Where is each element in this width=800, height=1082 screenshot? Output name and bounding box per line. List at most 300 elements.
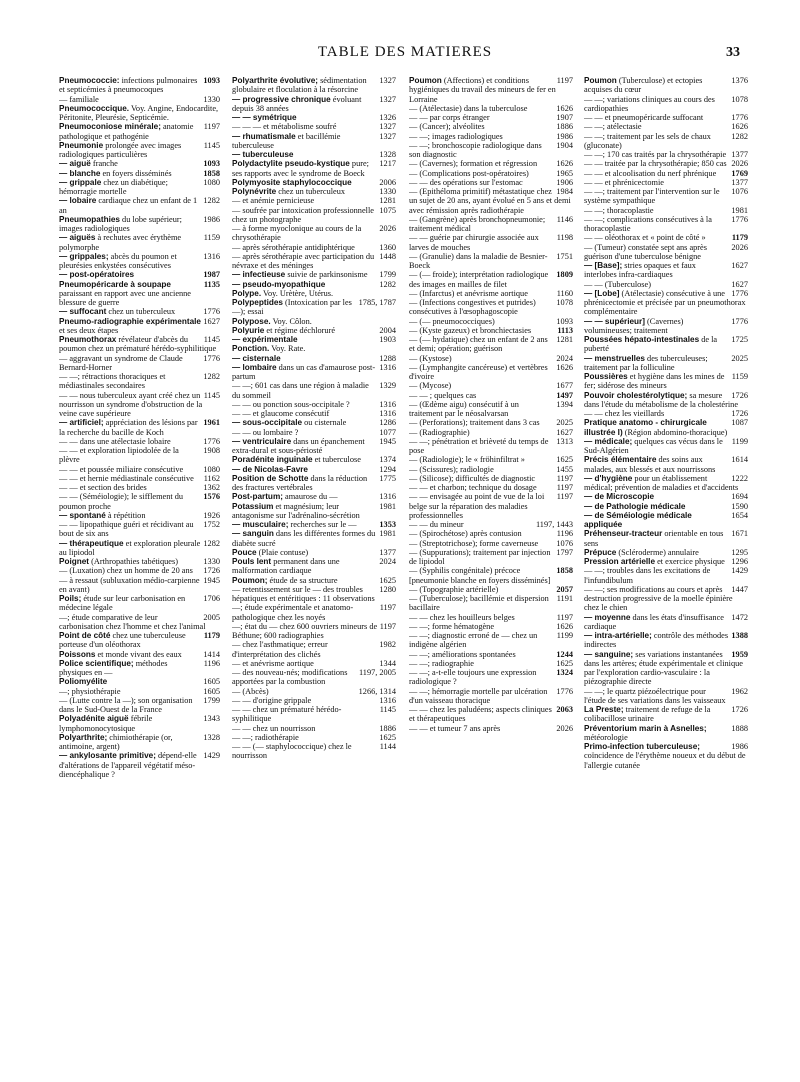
page-reference: 1797 — [556, 547, 573, 557]
index-entry — [59, 335, 220, 354]
page-reference: 1726 — [731, 705, 748, 714]
entry-text: — — (— staphylococcique) chez le nourrisson — [232, 742, 352, 761]
index-entry — [584, 206, 748, 215]
entry-text: (Région abdomino-thoracique) — [622, 427, 728, 437]
index-entry — [59, 270, 220, 279]
entry-text: anatomie pathologique et pathogénie — [59, 122, 194, 141]
index-entry — [409, 363, 573, 382]
page-reference: 1654 — [731, 510, 748, 520]
index-entry — [409, 113, 573, 122]
entry-text: — et anévrisme aortique — [232, 658, 314, 668]
entry-text: — soufrée par intoxication professionnelle chez un photographe — [232, 205, 374, 224]
entry-heading: Préventorium marin à Asnelles; — [584, 723, 707, 733]
index-entry — [409, 668, 573, 687]
page-reference: 1313 — [556, 436, 573, 446]
entry-text: — à forme myoclonique au cours de la chrysothérapie — [232, 224, 362, 243]
entry-text: — (Spirochétose) après contusion — [409, 529, 522, 539]
index-entry — [59, 372, 220, 391]
index-entry — [232, 576, 396, 585]
entry-heading: — de Nicolas-Favre — [232, 464, 308, 474]
entry-heading: Préhenseur-tracteur — [584, 529, 663, 539]
page-reference: 2026 — [731, 242, 748, 252]
index-entry — [232, 224, 396, 243]
entry-text: fébrile lymphomonocytosique — [59, 714, 153, 733]
page-reference: 1627 — [556, 427, 573, 437]
entry-heading: Pneumococcie: — [59, 76, 120, 85]
entry-heading: — d'hygiène — [584, 473, 633, 483]
page-reference: 1809 — [556, 270, 573, 280]
index-entry — [59, 354, 220, 373]
page-reference: 1626 — [731, 122, 748, 132]
page-reference: 1776 — [203, 353, 220, 363]
entry-text: — (Œdème aigu) consécutif à un traitement par le néosalvarsan — [409, 399, 519, 418]
entry-heading: — suffocant — [59, 307, 107, 317]
page-reference: 1858 — [556, 566, 573, 576]
page-reference: 1799 — [203, 695, 220, 705]
index-entry — [232, 243, 396, 252]
page-reference: 2026 — [556, 723, 573, 733]
page-reference: 1429 — [731, 566, 748, 576]
entry-text: — —; traitement par l'intervention sur le système sympathique — [584, 187, 720, 206]
entry-text: — (Luxation) chez un homme de 20 ans — [59, 566, 193, 576]
entry-text: — — chez un nourrisson — [232, 723, 316, 733]
index-entry — [232, 76, 396, 95]
entry-heading: — post-opératoires — [59, 270, 135, 280]
page-reference: 1087 — [731, 418, 748, 428]
index-entry — [232, 696, 396, 705]
entry-text: — —; le quartz piézoélectrique pour l'étude de ses variations dans les vaisseaux — [584, 686, 726, 705]
entry-text: — — et hernie médiastinale consécutive — [59, 473, 194, 483]
page-reference: 1982 — [379, 640, 396, 650]
page-reference: 1316 — [379, 492, 396, 502]
entry-text: et exercice physique — [655, 557, 725, 566]
entry-text: — aggravant un syndrome de Claude Bernard-Horner — [59, 353, 183, 372]
entry-heading: — lombaire — [232, 362, 277, 372]
index-entry — [584, 122, 748, 131]
entry-text: — —; améliorations spontanées — [409, 649, 516, 659]
page-reference: 1776 — [203, 436, 220, 446]
entry-text: (Arthropathies tabétiques) — [89, 557, 178, 566]
entry-text: des tuberculeuses; traitement par la folliculine — [584, 353, 708, 372]
index-entry — [409, 622, 573, 631]
entry-text: quelques cas vécus dans le Sud-Algérien — [584, 436, 723, 455]
entry-text: étude sur leur carbonisation en médecine légale — [59, 594, 186, 613]
page-reference: 1222 — [731, 473, 748, 483]
index-entry — [409, 335, 573, 354]
page-reference: 1282 — [203, 196, 220, 206]
page-reference: 1388 — [731, 631, 748, 640]
index-entry — [584, 178, 748, 187]
page-reference: 1576 — [203, 492, 220, 502]
page-reference: 1776 — [731, 288, 748, 298]
page-reference: 2025 — [731, 353, 748, 363]
entry-text: — (Kystose) — [409, 353, 452, 363]
page-reference: 2063 — [556, 705, 573, 714]
entry-text: révélateur d'abcès du poumon chez un prématuré hérédo-syphilitique — [59, 335, 217, 354]
entry-text: — (Silicose); difficultés de diagnostic — [409, 473, 536, 483]
entry-text: (Cavernes) volumineuses; traitement — [584, 316, 684, 335]
index-entry — [232, 206, 396, 225]
index-entry — [232, 640, 396, 659]
index-entry — [59, 677, 220, 686]
entry-text: dans les différentes formes du diabète sucré — [232, 529, 376, 548]
page-reference: 1197 — [379, 621, 396, 631]
index-entry — [232, 335, 396, 344]
entry-text: — (— froide); interprétation radiologique des images en mailles de filet — [409, 270, 549, 289]
entry-text: — —; pénétration et brièveté du temps de pose — [409, 436, 549, 455]
entry-text: — — et phrénicectomie — [584, 177, 664, 187]
entry-text: amaurose du — — [282, 492, 338, 502]
entry-heading: Pratique anatomo - chirurgicale illustrée I) — [584, 418, 707, 437]
index-entry — [584, 150, 748, 159]
entry-text: — — chez les paludéens; aspects cliniques et thérapeutiques — [409, 705, 552, 724]
entry-text: coïncidence de l'érythème noueux et du début de l'allergie cutanée — [584, 751, 746, 770]
index-entry — [232, 344, 396, 353]
page-reference: 1280 — [379, 584, 396, 594]
entry-heading: Polydactylite pseudo-kystique — [232, 159, 350, 169]
page-reference: 1626 — [556, 362, 573, 372]
index-entry — [59, 178, 220, 197]
page-reference: 1981 — [379, 501, 396, 511]
page-reference: 1093 — [556, 316, 573, 326]
page-reference: 1626 — [556, 159, 573, 169]
index-entry — [232, 363, 396, 382]
index-entry — [232, 196, 396, 205]
entry-heading: — — symétrique — [232, 113, 297, 122]
entry-heading: — — supérieur] — [584, 316, 645, 326]
page-reference: 1726 — [203, 566, 220, 576]
entry-text: permanent dans une malformation cardiaque — [232, 557, 340, 576]
index-entry — [232, 465, 396, 474]
page-reference: 1903 — [379, 335, 396, 344]
entry-heading: Prépuce — [584, 547, 617, 557]
index-entry — [232, 178, 396, 187]
entry-heading: — artificiel; — [59, 418, 104, 428]
entry-heading: Poumon — [584, 76, 617, 85]
index-entry — [584, 187, 748, 206]
page-reference: 1984 — [556, 187, 573, 196]
page-reference: 1080 — [203, 177, 220, 187]
page-reference: 1627 — [731, 279, 748, 289]
entry-text: — (Scissures); radiologie — [409, 464, 494, 474]
index-entry — [584, 437, 748, 456]
index-entry — [59, 122, 220, 141]
page-reference: 1886 — [379, 723, 396, 733]
index-entry — [409, 159, 573, 168]
entry-heading: Pneumonie — [59, 140, 104, 150]
index-entry — [584, 289, 748, 317]
index-entry — [409, 76, 573, 104]
index-column-2 — [232, 76, 396, 1076]
index-entry — [59, 169, 220, 178]
entry-text: — —; radiothérapie — [232, 732, 299, 742]
page-reference: 1324 — [556, 668, 573, 677]
entry-text: — à ressaut (subluxation médio-carpienne en avant) — [59, 575, 200, 594]
index-entry — [584, 455, 748, 474]
entry-text: —; physiothérapie — [59, 686, 121, 696]
page-reference: 1160 — [556, 288, 573, 298]
entry-text: — —; variations cliniques au cours des cardiopathies — [584, 94, 715, 113]
index-entry — [409, 233, 573, 252]
entry-heading: — intra-artérielle; — [584, 631, 652, 640]
index-entry — [232, 742, 396, 761]
entry-text: — —; ses modifications au cours et après destruction progressive de la moelle épinière chez le chien — [584, 584, 733, 613]
entry-text: — — chez un prématuré hérédo-syphilitique — [232, 705, 342, 724]
entry-heading: — de Microscopie — [584, 492, 655, 502]
page-reference: 1377 — [731, 150, 748, 159]
page-reference: 2024 — [556, 353, 573, 363]
entry-heading: — pseudo-myopathique — [232, 279, 326, 289]
index-entry — [59, 613, 220, 632]
entry-text: prolongée avec images radiologiques particulières — [59, 140, 182, 159]
index-entry — [59, 391, 220, 419]
entry-text: (Atélectasie) consécutive à une phrénicectomie et précisée par un pneumothorax complémentaire — [584, 288, 746, 317]
entry-text: sédimentation globulaire et floculation à la résorcine — [232, 76, 367, 95]
index-entry — [232, 95, 396, 114]
entry-heading: Position de Schotte — [232, 473, 309, 483]
page-reference: 2025 — [556, 418, 573, 428]
index-entry — [584, 280, 748, 289]
index-entry — [232, 150, 396, 159]
index-entry — [232, 529, 396, 548]
entry-heading: Polyurie — [232, 325, 265, 335]
entry-heading: — expérimentale — [232, 335, 298, 344]
index-entry — [59, 196, 220, 215]
page-reference: 1625 — [379, 575, 396, 585]
entry-heading: Poradénite inguinale — [232, 455, 313, 465]
index-entry — [409, 705, 573, 724]
index-entry — [409, 169, 573, 178]
page-reference: 1288 — [379, 353, 396, 363]
page-reference: 1316 — [379, 399, 396, 409]
page-reference: 2024 — [379, 557, 396, 566]
entry-text: — après sérothérapie antidiphtérique — [232, 242, 355, 252]
index-entry — [59, 751, 220, 779]
index-entry — [232, 270, 396, 279]
index-entry — [59, 317, 220, 336]
index-entry — [409, 520, 573, 529]
entry-text: — — ; quelques cas — [409, 390, 477, 400]
index-entry — [232, 418, 396, 427]
page-reference: 1776 — [556, 686, 573, 696]
page-reference: 1135 — [203, 279, 220, 289]
index-entry — [59, 233, 220, 252]
page-reference: 1327 — [379, 76, 396, 85]
index-entry — [584, 529, 748, 548]
page-reference: 1769 — [731, 168, 748, 178]
entry-text: et régime déchloruré — [264, 325, 336, 335]
entry-text: — — oléothorax et « point de côté » — [584, 233, 706, 243]
index-entry — [232, 603, 396, 622]
index-entry — [232, 132, 396, 151]
page-reference: 1080 — [203, 464, 220, 474]
entry-text: dans un épanchement extra-dural et sous-périosté — [232, 436, 365, 455]
index-entry — [59, 511, 220, 520]
page-reference: 1785, 1787 — [358, 298, 396, 307]
page-reference: 1986 — [556, 131, 573, 141]
page-reference: 1799 — [379, 270, 396, 280]
page-reference: 1327 — [379, 122, 396, 132]
page-reference: 1962 — [731, 686, 748, 696]
entry-text: — retentissement sur le — des troubles hépatiques et entéritiques : 11 observations — [232, 584, 375, 603]
page-reference: 1281 — [379, 196, 396, 206]
index-entry — [409, 687, 573, 706]
entry-text: — (Mycose) — [409, 381, 452, 391]
entry-text: — — lipopathique guéri et récidivant au bout de six ans — [59, 520, 194, 539]
entry-text: pure; ses rapports avec le syndrome de Boeck — [232, 159, 369, 178]
entry-heading: — aiguës — [59, 233, 96, 243]
page-reference: 1776 — [731, 113, 748, 122]
page-reference: 1145 — [203, 390, 220, 400]
entry-text: — chez l'asthmatique; erreur d'interprétation des clichés — [232, 640, 328, 659]
entry-text: — (Syphilis congénitale) précoce [pneumonie blanche en foyers disséminés] — [409, 566, 551, 585]
entry-text: — — du mineur — [409, 520, 464, 529]
page-reference: 1981 — [731, 205, 748, 215]
entry-heading: — spontané — [59, 510, 106, 520]
index-entry — [232, 326, 396, 335]
index-entry — [584, 502, 748, 511]
page-reference: 2005 — [203, 612, 220, 622]
index-entry — [232, 622, 396, 641]
entry-text: — (Streptotrichose); forme caverneuse — [409, 538, 539, 548]
index-entry — [232, 381, 396, 400]
index-entry — [584, 159, 748, 168]
entry-heading: — thérapeutique — [59, 538, 124, 548]
page-reference: 1078 — [731, 94, 748, 104]
page-reference: 1282 — [203, 538, 220, 548]
index-entry — [59, 733, 220, 752]
entry-text: chez un diabétique; hémorragie mortelle — [59, 177, 168, 196]
index-entry — [409, 631, 573, 650]
index-entry — [409, 187, 573, 215]
entry-text: — — envisagée au point de vue de la loi belge sur la réparation des maladies professionnelles — [409, 492, 545, 520]
page-reference: 2006 — [379, 177, 396, 187]
page-reference: 1986 — [731, 742, 748, 751]
page-reference: 1327 — [379, 94, 396, 104]
entry-text: — — et glaucome consécutif — [232, 409, 330, 418]
entry-text: Voy. Angine, Endocardite, Péritonite, Pleurésie, Septicémie. — [59, 103, 219, 122]
entry-heading: Pneumopéricarde à soupape — [59, 279, 171, 289]
page-reference: 1945 — [203, 575, 220, 585]
entry-text: et exploration pleurale au lipiodol — [59, 538, 201, 557]
page-reference: 1197, 1443 — [535, 520, 573, 529]
entry-text: — —; forme hématogène — [409, 621, 495, 631]
entry-heading: Pouce — [232, 547, 257, 557]
page-reference: 1330 — [203, 94, 220, 104]
index-entry — [232, 733, 396, 742]
page-reference: 1316 — [379, 409, 396, 418]
index-entry — [584, 261, 748, 280]
entry-text: et ses deux étapes — [59, 325, 119, 335]
page-reference: 1326 — [379, 113, 396, 122]
index-entry — [409, 252, 573, 271]
entry-text: du lobe supérieur; images radiologiques — [59, 214, 182, 233]
entry-text: — — (Séméiologie); le sifflement du poumon proche — [59, 492, 184, 511]
entry-text: infections pulmonaires et septicémies à pneumocoques — [59, 76, 198, 95]
entry-text: recherches sur le — — [288, 520, 357, 529]
entry-text: — —; thoracoplastie — [584, 205, 654, 215]
index-entry — [409, 659, 573, 668]
index-entry — [409, 455, 573, 464]
page-reference: 1198 — [556, 233, 573, 243]
entry-heading: Pneumo-radiographie expérimentale — [59, 316, 201, 326]
entry-text: — — et section des brides — [59, 483, 147, 492]
index-entry — [232, 280, 396, 289]
page-reference: 1330 — [203, 557, 220, 566]
index-entry — [584, 113, 748, 122]
entry-heading: — lobaire — [59, 196, 97, 206]
index-entry — [409, 270, 573, 289]
entry-text: — (Lutte contre la —); son organisation dans le Sud-Ouest de la France — [59, 695, 193, 714]
page-reference: 1429 — [203, 751, 220, 761]
entry-heading: Pneumopathies — [59, 214, 120, 224]
entry-text: — — traitée par la chrysothérapie; 850 cas — [584, 159, 727, 169]
index-entry — [232, 687, 396, 696]
index-entry — [584, 742, 748, 770]
index-entry — [584, 557, 748, 566]
entry-text: — (Tuberculose); bacillémie et dispersion bacillaire — [409, 594, 549, 613]
index-entry — [232, 557, 396, 576]
page-reference: 1776 — [731, 214, 748, 224]
page-reference: 1199 — [556, 631, 573, 640]
entry-text: (Affections) et conditions hygiéniques du travail des mineurs de fer en Lorraine — [409, 76, 556, 104]
entry-heading: Post-partum; — [232, 492, 283, 502]
index-entry — [232, 724, 396, 733]
page-reference: 1294 — [379, 464, 396, 474]
entry-text: orientable en tous sens — [584, 529, 724, 548]
index-entry — [232, 474, 396, 493]
entry-heading: Poissons — [59, 649, 96, 659]
entry-heading: — tuberculeuse — [232, 150, 294, 159]
page-reference: 1906 — [556, 177, 573, 187]
index-entry — [584, 492, 748, 501]
entry-heading: — musculaire; — [232, 520, 289, 529]
entry-text: ses variations instantanées dans les artères; étude expérimentale et clinique par l'exploration cardio-vasculaire : la piézographie directe — [584, 649, 743, 687]
page-reference: 1965 — [556, 168, 573, 178]
page-reference: 1605 — [203, 686, 220, 696]
index-entry — [584, 418, 748, 437]
entry-heading: — sanguin — [232, 529, 274, 539]
index-entry — [584, 372, 748, 391]
entry-text: — (Topographie artérielle) — [409, 584, 499, 594]
entry-heading: Pneumococcique. — [59, 103, 130, 113]
page-reference: 1197 — [556, 473, 573, 483]
index-entry — [584, 233, 748, 242]
index-entry — [232, 252, 396, 271]
entry-heading: Polype. — [232, 288, 262, 298]
entry-text: suivie de parkinsonisme — [285, 270, 368, 280]
index-entry — [409, 391, 573, 400]
index-entry — [409, 178, 573, 187]
page-reference: 1752 — [203, 520, 220, 529]
entry-text: des soins aux malades, aux blessés et aux nourrissons — [584, 455, 716, 474]
index-column-1 — [59, 76, 220, 1076]
entry-heading: Poussières — [584, 372, 628, 381]
index-entry — [59, 141, 220, 160]
entry-text: dépend-elle d'altérations de l'appareil végétatif méso-diencéphalique ? — [59, 751, 197, 779]
index-entry — [584, 585, 748, 613]
index-entry — [232, 520, 396, 529]
index-entry — [584, 724, 748, 743]
index-entry — [59, 650, 220, 659]
page-reference: 1926 — [203, 510, 220, 520]
entry-heading: Pneumothorax — [59, 335, 117, 344]
index-entry — [232, 289, 396, 298]
page-reference: 1626 — [556, 103, 573, 113]
page-reference: 1196 — [203, 658, 220, 668]
index-entry — [232, 298, 396, 317]
page-reference: 1888 — [731, 723, 748, 733]
